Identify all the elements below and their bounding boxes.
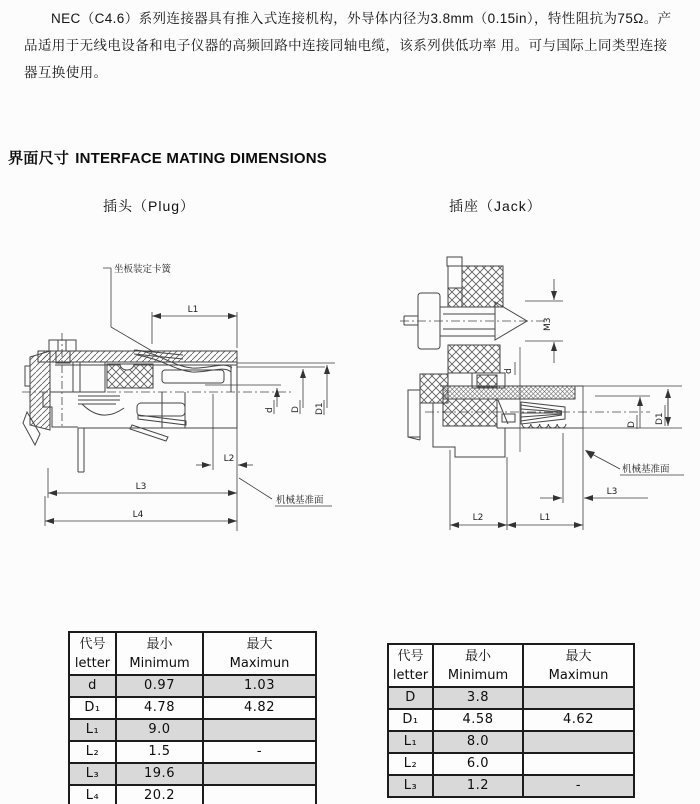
dim-label-l3: L3	[606, 487, 618, 497]
dim-label-l2: L2	[223, 454, 235, 464]
table-header-row	[388, 644, 634, 687]
table-row	[69, 763, 316, 785]
table-cell: L₁	[388, 731, 433, 753]
table-cell: 4.78	[116, 697, 203, 719]
table-row	[69, 675, 316, 697]
table-row	[388, 775, 634, 797]
table-cell	[523, 731, 634, 753]
table-cell	[203, 763, 316, 785]
table-cell: L₄	[69, 785, 116, 804]
table-cell: 4.62	[523, 709, 634, 731]
dim-label-cap-d: D	[627, 421, 637, 428]
jack-datum-label: 机械基准面	[622, 464, 670, 475]
table-cell: d	[69, 675, 116, 697]
dim-label-l1: L1	[539, 513, 551, 523]
dim-label-d1: D1	[315, 402, 325, 415]
column-header: 最大 Maximun	[203, 632, 316, 675]
table-row	[388, 709, 634, 731]
table-cell: L₁	[69, 719, 116, 741]
jack-title: 插座（Jack）	[449, 198, 542, 214]
table-row	[69, 785, 316, 804]
table-cell: 8.0	[433, 731, 523, 753]
table-header-row	[69, 632, 316, 675]
column-header: 最小 Minimum	[116, 632, 203, 675]
dim-label-cap-d: D	[291, 406, 301, 413]
plug-drawing	[15, 245, 350, 545]
dim-label-m3: M3	[543, 317, 553, 331]
table-cell: D	[388, 687, 433, 709]
table-cell: L₃	[69, 763, 116, 785]
plug-dimension-table	[68, 631, 317, 804]
dim-label-d: d	[504, 368, 514, 374]
dim-label-l2: L2	[472, 513, 484, 523]
plug-body-section	[22, 333, 292, 472]
table-cell: 19.6	[116, 763, 203, 785]
table-row	[388, 687, 634, 709]
jack-body-section	[400, 257, 650, 457]
column-header: 代号 letter	[388, 644, 433, 687]
table-cell	[203, 785, 316, 804]
table-cell: 1.2	[433, 775, 523, 797]
table-cell: 20.2	[116, 785, 203, 804]
section-heading-zh: 界面尺寸	[8, 150, 70, 167]
jack-dimension-table	[387, 643, 635, 798]
dim-label-l4: L4	[132, 510, 144, 520]
table-cell: D₁	[388, 709, 433, 731]
table-row	[69, 719, 316, 741]
table-cell: 6.0	[433, 753, 523, 775]
intro-paragraph: NEC（C4.6）系列连接器具有推入式连接机构，外导体内径为3.8mm（0.15in），特性阻抗为75Ω。产品适用于无线电设备和电子仪器的高频回路中连接同轴电缆，该系列供低功率 用。可与国际上同类型连接器互换使用。	[24, 11, 672, 80]
jack-drawing	[395, 250, 700, 545]
table-row	[388, 731, 634, 753]
table-cell: 1.03	[203, 675, 316, 697]
table-cell: 4.58	[433, 709, 523, 731]
table-cell: D₁	[69, 697, 116, 719]
dim-label-d: d	[265, 407, 275, 413]
table-cell: 1.5	[116, 741, 203, 763]
dim-label-d1: D1	[655, 412, 665, 425]
table-cell	[523, 687, 634, 709]
plug-title: 插头（Plug）	[103, 198, 196, 214]
column-header: 代号 letter	[69, 632, 116, 675]
table-cell: 4.82	[203, 697, 316, 719]
dim-label-l3: L3	[135, 482, 147, 492]
table-cell	[523, 753, 634, 775]
table-cell: -	[203, 741, 316, 763]
table-cell: L₂	[69, 741, 116, 763]
plug-datum-label: 机械基准面	[276, 495, 324, 506]
table-cell	[203, 719, 316, 741]
table-row	[388, 753, 634, 775]
column-header: 最小 Minimum	[433, 644, 523, 687]
plug-callout-label: 坐板装定卡簧	[114, 264, 172, 275]
table-row	[69, 741, 316, 763]
table-cell: L₃	[388, 775, 433, 797]
table-cell: L₂	[388, 753, 433, 775]
dim-label-l1: L1	[187, 305, 199, 315]
table-cell: -	[523, 775, 634, 797]
table-cell: 9.0	[116, 719, 203, 741]
table-cell: 0.97	[116, 675, 203, 697]
section-heading	[8, 147, 327, 168]
column-header: 最大 Maximun	[523, 644, 634, 687]
section-heading-en: INTERFACE MATING DIMENSIONS	[75, 150, 327, 167]
table-row	[69, 697, 316, 719]
table-cell: 3.8	[433, 687, 523, 709]
